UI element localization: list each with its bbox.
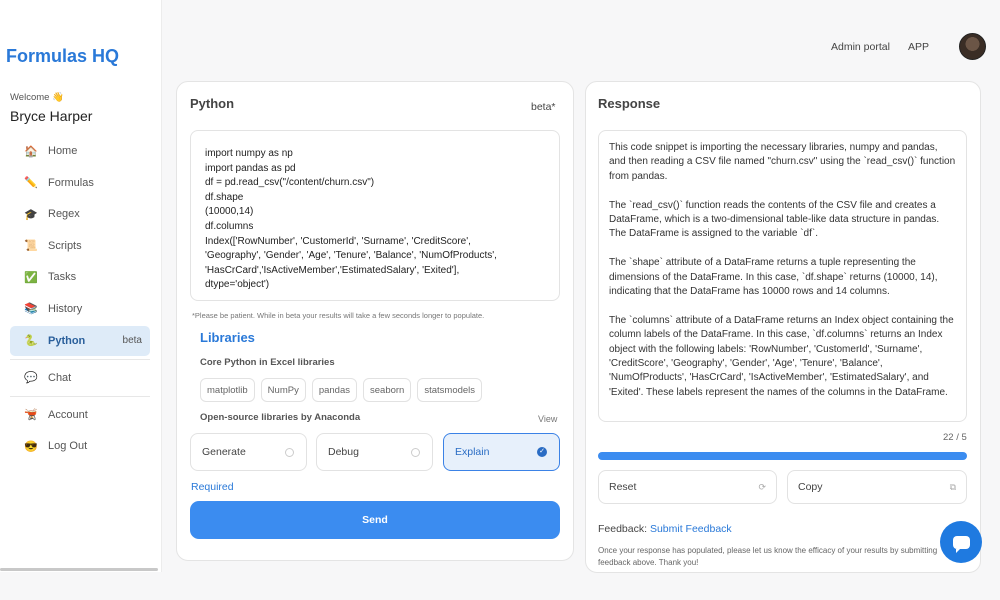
python-panel-title: Python bbox=[190, 96, 235, 111]
progress-bar bbox=[598, 452, 967, 460]
sidebar-item-home[interactable] bbox=[10, 136, 150, 166]
radio-icon bbox=[411, 448, 420, 457]
refresh-icon: ⟳ bbox=[758, 481, 766, 492]
sidebar-item-python[interactable] bbox=[10, 326, 150, 356]
option-label: Generate bbox=[202, 446, 246, 458]
beta-label: beta* bbox=[531, 101, 556, 113]
pen-icon: ✏️ bbox=[24, 177, 38, 190]
scroll-icon: 📜 bbox=[24, 240, 38, 253]
book-icon: 📚 bbox=[24, 303, 38, 316]
divider bbox=[10, 359, 150, 360]
welcome-text: Welcome 👋 bbox=[10, 92, 64, 103]
open-source-libraries-label: Open-source libraries by Anaconda bbox=[200, 412, 361, 423]
sidebar-item-label: History bbox=[48, 302, 83, 315]
sidebar-item-regex[interactable] bbox=[10, 199, 150, 229]
divider bbox=[10, 396, 150, 397]
sunglasses-icon: 😎 bbox=[24, 440, 38, 453]
feedback-note: Once your response has populated, please let us know the efficacy of your results by submitting feedback above. Thank you! bbox=[598, 546, 938, 567]
required-label: Required bbox=[191, 481, 234, 493]
radio-icon bbox=[285, 448, 294, 457]
sidebar-item-label: Home bbox=[48, 145, 78, 157]
sidebar-item-label: Chat bbox=[48, 371, 72, 384]
sidebar-item-scripts[interactable] bbox=[10, 231, 150, 261]
response-paragraph: This code snippet is importing the necessary libraries, numpy and pandas, and then reading a CSV file named "churn.csv" using the `read_csv()` function from pandas. bbox=[609, 142, 956, 182]
response-panel-title: Response bbox=[598, 96, 661, 111]
reset-button[interactable] bbox=[598, 470, 777, 504]
sidebar bbox=[0, 0, 162, 572]
code-line: Index(['RowNumber', 'CustomerId', 'Surname', 'CreditScore', bbox=[205, 235, 471, 247]
app-link[interactable]: APP bbox=[908, 41, 930, 53]
libraries-heading: Libraries bbox=[200, 330, 255, 345]
library-chips bbox=[200, 378, 482, 402]
code-line: df.columns bbox=[205, 220, 254, 232]
sidebar-item-formulas[interactable] bbox=[10, 168, 150, 198]
admin-portal-link[interactable]: Admin portal bbox=[831, 41, 890, 53]
sidebar-item-chat[interactable] bbox=[10, 363, 150, 393]
beta-badge: beta bbox=[122, 335, 142, 347]
library-chip[interactable]: seaborn bbox=[363, 378, 411, 402]
house-icon: 🏠 bbox=[24, 145, 38, 158]
sidebar-item-label: Account bbox=[48, 408, 88, 421]
response-paragraph: The `columns` attribute of a DataFrame returns an Index object containing the column labels of the DataFrame. In this case, `df.columns` returns an Index object with the following labels: 'RowNumber', 'CustomerId', 'Surname', 'CreditScore', 'Geography', 'Gender', 'Age', 'Tenure', 'Balance', 'NumOfProducts', 'HasCrCard', 'IsActiveMember', 'EstimatedSalary', and 'Exited'. These labels represent the names of the columns in the DataFrame. bbox=[609, 314, 954, 398]
avatar[interactable] bbox=[959, 33, 986, 60]
brand-logo[interactable]: Formulas HQ bbox=[6, 46, 120, 66]
user-name: Bryce Harper bbox=[10, 108, 93, 124]
sidebar-item-label: Tasks bbox=[48, 271, 77, 284]
option-label: Debug bbox=[328, 446, 359, 458]
option-generate[interactable] bbox=[190, 433, 307, 471]
sidebar-scrollbar[interactable] bbox=[0, 568, 158, 571]
core-libraries-label: Core Python in Excel libraries bbox=[200, 357, 335, 368]
sidebar-item-account[interactable] bbox=[10, 400, 150, 430]
code-line: (10000,14) bbox=[205, 206, 254, 218]
check-circle-icon: ✓ bbox=[537, 447, 547, 457]
grad-cap-icon: 🎓 bbox=[24, 208, 38, 221]
progress-fill bbox=[598, 452, 967, 460]
code-line: df = pd.read_csv("/content/churn.csv") bbox=[205, 177, 375, 189]
copy-icon: ⧉ bbox=[949, 481, 956, 492]
code-line: import numpy as np bbox=[205, 148, 293, 159]
response-paragraph: The `shape` attribute of a DataFrame returns a tuple representing the dimensions of the DataFrame. In this case, `df.shape` returns (10000, 14), indicating that the DataFrame has 10000 rows and 14 columns. bbox=[609, 257, 938, 298]
feedback-label: Feedback: bbox=[598, 523, 648, 535]
patience-note: *Please be patient. While in beta your results will take a few seconds longer to populate. bbox=[192, 311, 485, 320]
sidebar-item-tasks[interactable] bbox=[10, 262, 150, 292]
checkbox-icon: ✅ bbox=[24, 271, 38, 284]
code-line: 'Geography', 'Gender', 'Age', 'Tenure', 'Balance', 'NumOfProducts', bbox=[205, 250, 497, 262]
library-chip[interactable]: NumPy bbox=[261, 378, 306, 402]
snake-icon: 🐍 bbox=[24, 335, 38, 348]
sidebar-item-label: Python bbox=[48, 334, 86, 347]
sidebar-item-label: Log Out bbox=[48, 440, 88, 453]
speech-bubble-icon: 💬 bbox=[24, 372, 38, 385]
chat-icon bbox=[953, 536, 970, 549]
account-icon: 🫕 bbox=[24, 409, 38, 422]
library-chip[interactable]: pandas bbox=[312, 378, 357, 402]
response-paragraph: The `read_csv()` function reads the contents of the CSV file and creates a DataFrame, which is a two-dimensional table-like data structure in pandas. The DataFrame is assigned to the variable `df`. bbox=[609, 199, 940, 240]
copy-label: Copy bbox=[798, 481, 823, 493]
sidebar-item-label: Regex bbox=[48, 208, 80, 221]
code-input[interactable] bbox=[190, 130, 560, 301]
response-output[interactable] bbox=[598, 130, 967, 422]
library-chip[interactable]: statsmodels bbox=[417, 378, 482, 402]
feedback-row bbox=[598, 523, 732, 535]
code-line: 'HasCrCard','IsActiveMember','EstimatedSalary', 'Exited'], bbox=[205, 264, 460, 276]
response-counter: 22 / 5 bbox=[943, 432, 967, 443]
topbar bbox=[162, 0, 1000, 72]
chat-fab-button[interactable] bbox=[940, 521, 982, 563]
option-label: Explain bbox=[455, 446, 490, 458]
library-chip[interactable]: matplotlib bbox=[200, 378, 255, 402]
sidebar-item-label: Scripts bbox=[48, 239, 82, 252]
code-line: import pandas as pd bbox=[205, 162, 296, 174]
option-debug[interactable] bbox=[316, 433, 433, 471]
reset-label: Reset bbox=[609, 481, 637, 493]
sidebar-nav bbox=[10, 136, 150, 463]
send-button[interactable]: Send bbox=[190, 501, 560, 539]
code-line: df.shape bbox=[205, 191, 244, 203]
submit-feedback-link[interactable]: Submit Feedback bbox=[649, 523, 732, 535]
code-line: dtype='object') bbox=[205, 279, 270, 291]
copy-button[interactable] bbox=[787, 470, 967, 504]
sidebar-item-label: Formulas bbox=[48, 176, 94, 189]
sidebar-item-history[interactable] bbox=[10, 294, 150, 324]
sidebar-item-logout[interactable] bbox=[10, 431, 150, 461]
view-link[interactable]: View bbox=[538, 414, 558, 424]
option-explain[interactable] bbox=[443, 433, 560, 471]
